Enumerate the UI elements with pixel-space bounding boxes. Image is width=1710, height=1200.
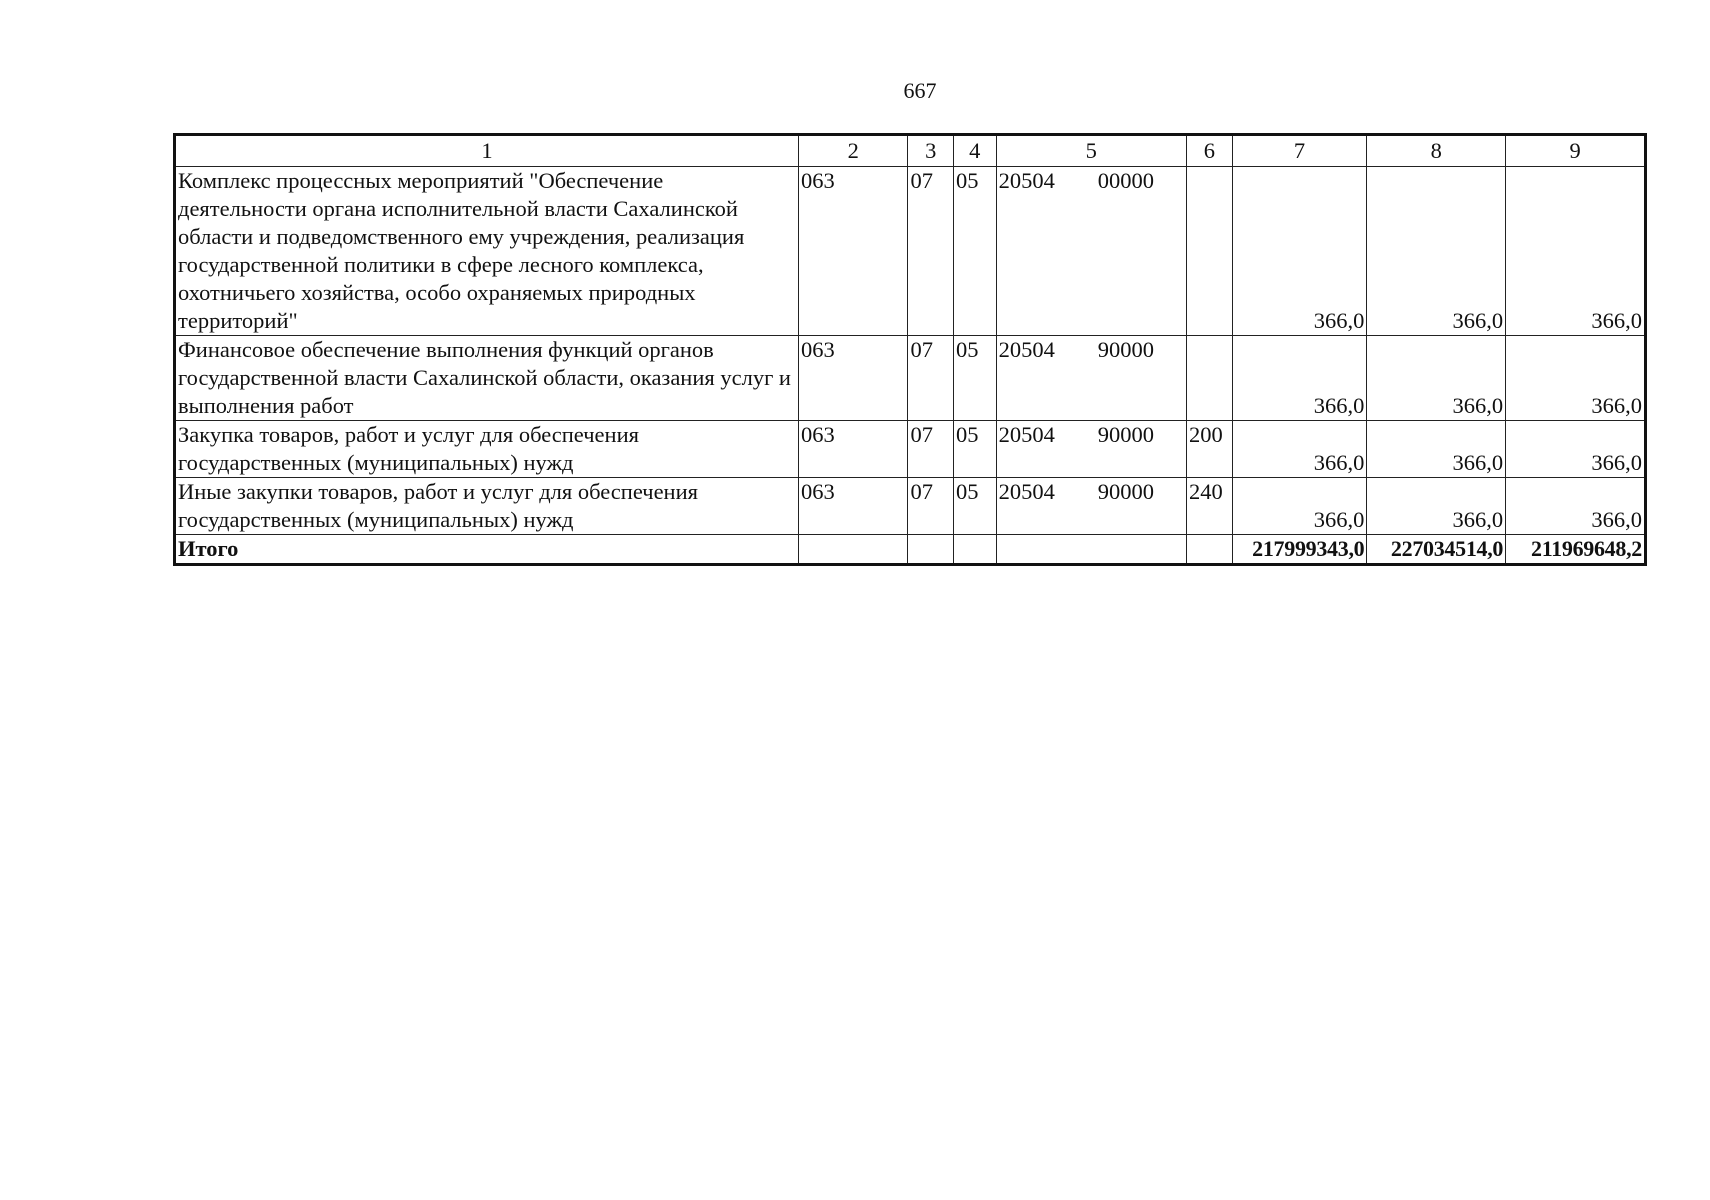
empty-cell (908, 535, 954, 565)
row-name: Закупка товаров, работ и услуг для обеспечения государственных (муниципальных) нужд (175, 421, 799, 478)
amount-col-9: 366,0 (1506, 167, 1646, 336)
target-article-part-a: 20504 (998, 168, 1055, 193)
column-number-row (175, 135, 1646, 167)
ministry-code: 063 (799, 421, 908, 478)
amount-col-7: 366,0 (1232, 421, 1367, 478)
column-header: 4 (954, 135, 997, 167)
amount-col-9: 366,0 (1506, 336, 1646, 421)
target-article-part-a: 20504 (998, 422, 1055, 447)
target-article-code (996, 167, 1186, 336)
table-row (175, 478, 1646, 535)
expense-type-code: 240 (1187, 478, 1233, 535)
table-row (175, 167, 1646, 336)
row-name: Финансовое обеспечение выполнения функций органов государственной власти Сахалинской области, оказания услуг и выполнения работ (175, 336, 799, 421)
total-row (175, 535, 1646, 565)
target-article-part-b: 00000 (1097, 168, 1155, 193)
expense-type-code (1187, 167, 1233, 336)
row-name: Комплекс процессных мероприятий "Обеспечение деятельности органа исполнительной власти Сахалинской области и подведомственного ему учреждения, реализация государственной политики в сфере лесного комплекса, охотничьего хозяйства, особо охраняемых природных территорий" (175, 167, 799, 336)
subsection-code: 05 (954, 167, 997, 336)
total-amount-col-7: 217999343,0 (1232, 535, 1367, 565)
column-header: 2 (799, 135, 908, 167)
column-header: 1 (175, 135, 799, 167)
expense-type-code (1187, 336, 1233, 421)
ministry-code: 063 (799, 167, 908, 336)
empty-cell (799, 535, 908, 565)
target-article-part-b: 90000 (1097, 479, 1155, 504)
table-row (175, 421, 1646, 478)
column-header: 9 (1506, 135, 1646, 167)
ministry-code: 063 (799, 478, 908, 535)
subsection-code: 05 (954, 478, 997, 535)
target-article-part-a: 20504 (998, 479, 1055, 504)
amount-col-8: 366,0 (1367, 336, 1506, 421)
target-article-part-a: 20504 (998, 337, 1055, 362)
total-amount-col-9: 211969648,2 (1506, 535, 1646, 565)
expense-type-code: 200 (1187, 421, 1233, 478)
section-code: 07 (908, 421, 954, 478)
column-header: 8 (1367, 135, 1506, 167)
section-code: 07 (908, 478, 954, 535)
column-header: 6 (1187, 135, 1233, 167)
amount-col-8: 366,0 (1367, 167, 1506, 336)
amount-col-7: 366,0 (1232, 167, 1367, 336)
column-header: 5 (996, 135, 1186, 167)
total-label: Итого (175, 535, 799, 565)
column-header: 3 (908, 135, 954, 167)
page-number: 667 (903, 78, 937, 103)
empty-cell (996, 535, 1186, 565)
amount-col-9: 366,0 (1506, 478, 1646, 535)
subsection-code: 05 (954, 336, 997, 421)
ministry-code: 063 (799, 336, 908, 421)
amount-col-9: 366,0 (1506, 421, 1646, 478)
section-code: 07 (908, 167, 954, 336)
subsection-code: 05 (954, 421, 997, 478)
section-code: 07 (908, 336, 954, 421)
target-article-part-b: 90000 (1097, 337, 1155, 362)
row-name: Иные закупки товаров, работ и услуг для обеспечения государственных (муниципальных) нужд (175, 478, 799, 535)
empty-cell (954, 535, 997, 565)
target-article-part-b: 90000 (1097, 422, 1155, 447)
empty-cell (1187, 535, 1233, 565)
target-article-code (996, 478, 1186, 535)
column-header: 7 (1232, 135, 1367, 167)
target-article-code (996, 336, 1186, 421)
amount-col-8: 366,0 (1367, 421, 1506, 478)
amount-col-7: 366,0 (1232, 336, 1367, 421)
amount-col-8: 366,0 (1367, 478, 1506, 535)
budget-table (173, 133, 1647, 566)
target-article-code (996, 421, 1186, 478)
amount-col-7: 366,0 (1232, 478, 1367, 535)
table-row (175, 336, 1646, 421)
total-amount-col-8: 227034514,0 (1367, 535, 1506, 565)
